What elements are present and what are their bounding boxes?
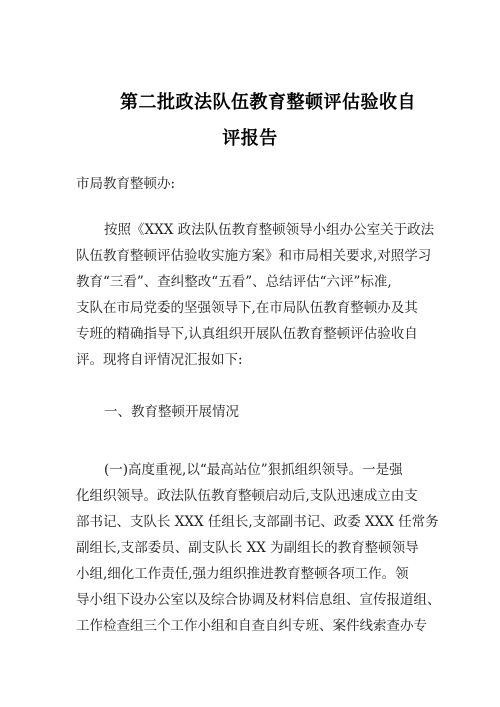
- salutation: 市局教育整顿办:: [76, 176, 176, 192]
- paragraph-1-line-5: 专班的精确指导下,认真组织开展队伍教育整顿评估验收自: [76, 326, 418, 342]
- paragraph-2-line-6: 导小组下设办公室以及综合协调及材料信息组、宣传报道组、: [76, 592, 441, 608]
- paragraph-1-line-4: 支队在市局党委的坚强领导下,在市局队伍教育整顿办及其: [76, 300, 418, 316]
- paragraph-2-line-1: (一)高度重视,以“最高站位”狠抓组织领导。一是强: [104, 462, 403, 478]
- paragraph-1-line-3: 教育“三看”、查纠整改“五看”、总结评估“六评”标准,: [76, 274, 392, 290]
- paragraph-2-line-3: 部书记、支队长 XXX 任组长,支部副书记、政委 XXX 任常务: [76, 514, 439, 530]
- paragraph-1-line-2: 队伍教育整顿评估验收实施方案》和市局相关要求,对照学习: [76, 248, 432, 264]
- paragraph-2-line-2: 化组织领导。政法队伍教育整顿启动后,支队迅速成立由支: [76, 488, 418, 504]
- document-title-line-1: 第二批政法队伍教育整顿评估验收自: [120, 92, 416, 113]
- paragraph-1-line-1: 按照《XXX 政法队伍教育整顿领导小组办公室关于政法: [104, 222, 435, 238]
- paragraph-2-line-4: 副组长,支部委员、副支队长 XX 为副组长的教育整顿领导: [76, 540, 419, 556]
- paragraph-1-line-6: 评。现将自评情况汇报如下:: [76, 352, 243, 368]
- paragraph-2-line-5: 小组,细化工作责任,强力组织推进教育整顿各项工作。领: [76, 566, 409, 582]
- section-1-heading: 一、教育整顿开展情况: [104, 404, 239, 420]
- paragraph-2-line-7: 工作检查组三个工作小组和自查自纠专班、案件线索查办专: [76, 618, 427, 634]
- document-title-line-2: 评报告: [222, 128, 278, 149]
